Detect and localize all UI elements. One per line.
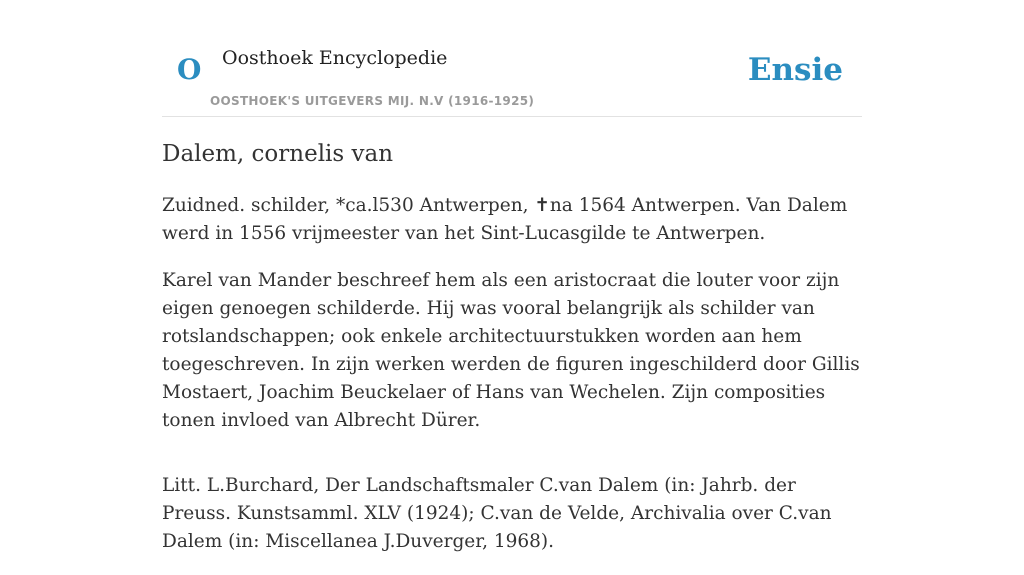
entry-content [162,192,862,575]
entry-title: Dalem, cornelis van [162,141,394,167]
entry-paragraph-body: Karel van Mander beschreef hem als een aristocraat die louter voor zijn eigen genoegen schilderde. Hij was vooral belangrijk als schilder van rotslandschappen; ook enkele architectuurstukken worden aan hem toegeschreven. In zijn werken werden de figuren ingeschilderd door Gillis Mostaert, Joachim Beuckelaer of Hans van Wechelen. Zijn composities tonen invloed van Albrecht Dürer. [162,270,860,431]
publisher-label: OOSTHOEK'S UITGEVERS MIJ. N.V (1916-1925) [210,94,535,108]
ensie-logo-link[interactable]: Ensie [747,52,843,88]
book-logo-letter[interactable]: O [177,53,202,86]
entry-paragraph-intro: Zuidned. schilder, *ca.l530 Antwerpen, ✝na 1564 Antwerpen. Van Dalem werd in 1556 vrijmeester van het Sint-Lucasgilde te Antwerpen. [162,195,848,244]
book-title-link[interactable]: Oosthoek Encyclopedie [222,47,448,69]
entry-paragraph-literature: Litt. L.Burchard, Der Landschaftsmaler C.van Dalem (in: Jahrb. der Preuss. Kunstsamml. XLV (1924); C.van de Velde, Archivalia over C.van Dalem (in: Miscellanea J.Duverger, 1968). [162,475,832,552]
site-header [162,0,862,117]
